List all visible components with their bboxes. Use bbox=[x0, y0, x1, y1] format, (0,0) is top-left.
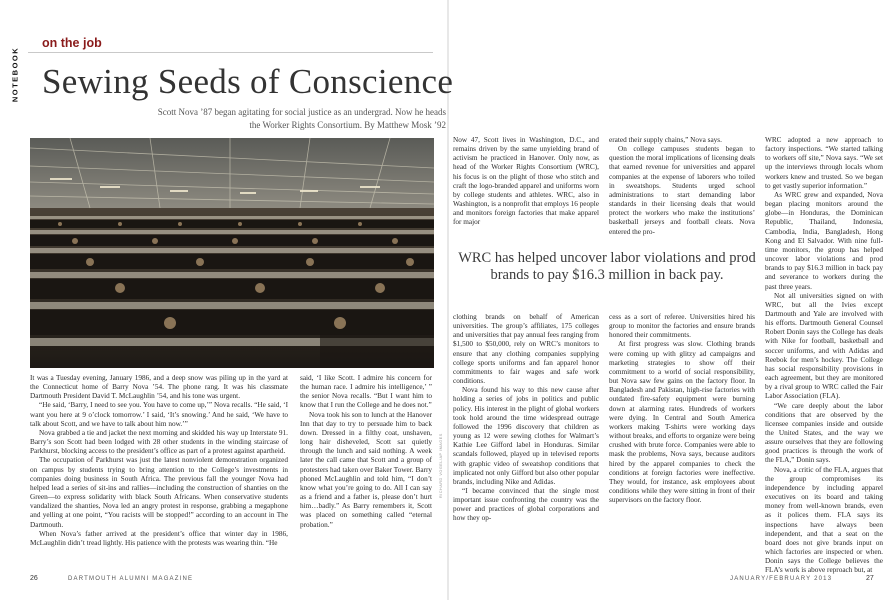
paragraph: cess as a sort of referee. Universities hired his group to monitor the factories and ensure brands honored their commitments. bbox=[609, 313, 755, 340]
column-2 bbox=[300, 374, 432, 530]
paragraph: It was a Tuesday evening, January 1986, and a deep snow was piling up in the yard at the Connecticut home of Barry Nova ’54. The phone rang. It was his classmate Dartmouth President David T. McLaughlin ’54, and his tone was urgent. bbox=[30, 374, 288, 401]
paragraph: clothing brands on behalf of American universities. The group’s affiliates, 175 colleges and universities that pay annual fees ranging from $1,500 to $50,000, rely on WRC’s monitors to ensure that any clothing companies supplying college sports uniforms and fan apparel honor commitments to fair wages and safe work conditions. bbox=[453, 313, 599, 386]
header-rule bbox=[28, 52, 433, 53]
factory-photo bbox=[30, 138, 434, 368]
deck-line-1: Scott Nova ’87 began agitating for social justice as an undergrad. Now he heads bbox=[157, 107, 446, 117]
notebook-vertical-tag: NOTEBOOK bbox=[10, 46, 20, 103]
paragraph: “We care deeply about the labor conditions that are observed by the licensee companies inside and outside the United States, and the way we assure ourselves that they are following good practices is through the work of the FLA,” Donin says. bbox=[765, 401, 883, 465]
paragraph: Now 47, Scott lives in Washington, D.C., and remains driven by the same unyielding brand of activism he practiced in Hanover. Only now, as head of the Worker Rights Consortium (WRC), his focus is on the plight of those who stitch and craft the logo-branded apparel and uniforms worn by college students and athletes. WRC, also in Washington, is a nonprofit that employs 16 people and monitors foreign factories that make apparel for major bbox=[453, 136, 600, 227]
paragraph: Not all universities signed on with WRC, but all the Ivies except Dartmouth and Yale are involved with his efforts. Dartmouth General Counsel Robert Donin says the College has deals with Nike for football, basketball and soccer uniforms, and with Adidas and Reebok for men’s hockey. The College has social responsibility provisions in each agreement, but they are monitored by a rival group to WRC called the Fair Labor Association (FLA). bbox=[765, 291, 883, 401]
paragraph: “He said, ‘Barry, I need to see you. You have to come up,’” Nova recalls. “He said, ‘I want you here at 9 o’clock tomorrow.’ I said, ‘It’s snowing.’ And he said, ‘We have to talk about Scott, and we have to talk about him now.’” bbox=[30, 401, 288, 428]
paragraph: On college campuses students began to question the moral implications of licensing deals that earned revenue for universities and apparel companies at the expense of laborers who toiled in sweatshops. Students urged school administrations to start demanding labor standards in their licensing deals that would protect the workers who make the institutions’ basketball jerseys and football cleats. Nova entered the pro- bbox=[609, 145, 755, 236]
paragraph: As WRC grew and expanded, Nova began placing monitors around the globe—in Honduras, the Dominican Republic, Thailand, Indonesia, Cambodia, India, Bangladesh, Hong Kong and El Salvador. With nine full-time monitors, the group has helped uncover labor violations and prod brands to pay $16.3 million in back pay and severance to workers during the past three years. bbox=[765, 190, 883, 291]
section-label: on the job bbox=[42, 36, 102, 50]
photo-credit: RICHARD VOGEL/AP IMAGES bbox=[439, 433, 443, 498]
paragraph: Nova found his way to this new cause after holding a series of jobs in politics and public policy. His interest in the plight of global workers took hold around the time widespread outrage followed the 1996 discovery that children as young as 12 were sewing clothes for Walmart’s Kathie Lee Gifford label in Honduras. Similar scandals followed, played up in televised reports with graphic video of sweatshop conditions that implicated not only Gifford but also other popular brands, including Nike and Adidas. bbox=[453, 386, 599, 486]
paragraph: The occupation of Parkhurst was just the latest nonviolent demonstration organized on campus by students trying to bring attention to the College’s investments in companies doing business in South Africa. The previous fall the younger Nova had helped lead a series of sit-ins and rallies—including the construction of shanties on the Green—to express solidarity with black South Africans. When conservative students vandalized the shanties, Nova led an angry protest in response, grabbing a megaphone and yelling at one point, “You racists will be stopped!” according to an account in The Dartmouth. bbox=[30, 456, 288, 529]
paragraph: At first progress was slow. Clothing brands were coming up with glitzy ad campaigns and marketing strategies to show off their commitment to a world of social responsibility, but Nova saw few gains on the factory floor. In Bangladesh and Pakistan, high-rise factories with outdated fire-safety equipment were burning down at alarming rates. Hundreds of workers were dying. In Central and South America workers making T-shirts were working days without breaks, and efforts to organize were being crushed with brute force. Companies were able to mask the problems, Nova says, because auditors hired by the apparel companies to check the conditions at foreign factories were ineffective. They would, for instance, ask employees about conditions while they were sitting in front of their supervisors on the factory floor. bbox=[609, 340, 755, 505]
pull-quote: WRC has helped uncover labor violations and prod brands to pay $16.3 million in back pay. bbox=[458, 250, 756, 283]
paragraph: said, ‘I like Scott. I admire his concern for the human race. I admire his intelligence,’ ” the senior Nova recalls. “But I want him to know that I run the College and he does not.” bbox=[300, 374, 432, 410]
right-page-number: 27 bbox=[866, 575, 874, 582]
column-4-top bbox=[609, 136, 755, 237]
column-5 bbox=[765, 136, 883, 576]
column-1 bbox=[30, 374, 288, 548]
paragraph: Nova, a critic of the FLA, argues that the group compromises its independence by including apparel executives on its board and taking money from well-known brands, even as it polices them. FLA says its inspections have always been independent, and that a seat on the board does not give brands input on which factories are inspected or when. Donin says the College believes the FLA’s work is above reproach but, at bbox=[765, 465, 883, 575]
paragraph: Nova took his son to lunch at the Hanover Inn that day to try to persuade him to back down. Dressed in a filthy coat, unshaven, long hair disheveled, Scott sat quietly through the lunch and said nothing. A week later the call came that Scott and a group of protesters had taken over Baker Tower. Barry phoned McLaughlin and told him, “I don’t know what you’re going to do. All I can say as a friend and a father is, please don’t hurt him…badly.” As Barry remembers it, Scott was placed on something called “eternal probation.” bbox=[300, 410, 432, 529]
article-deck bbox=[150, 106, 446, 131]
column-4-bottom bbox=[609, 313, 755, 505]
column-3-top bbox=[453, 136, 599, 228]
column-3-bottom bbox=[453, 313, 599, 524]
paragraph: “I became convinced that the single most important issue confronting the country was the power and practices of global corporations and how they op- bbox=[453, 486, 599, 523]
paragraph: WRC adopted a new approach to factory inspections. “We started talking to workers off site,” Nova says. “We set up the interviews through locals whom workers knew and trusted. So we began to get vastly superior information.” bbox=[765, 136, 883, 190]
paragraph: When Nova’s father arrived at the president’s office that winter day in 1986, McLaughlin didn’t tread lightly. His patience with the protests was wearing thin. “He bbox=[30, 529, 288, 547]
left-page-number: 26 bbox=[30, 575, 38, 582]
right-footer: JANUARY/FEBRUARY 2013 bbox=[730, 576, 833, 582]
left-footer: DARTMOUTH ALUMNI MAGAZINE bbox=[68, 576, 194, 582]
deck-line-2: the Worker Rights Consortium. By Matthew Mosk ’92 bbox=[249, 119, 446, 130]
factory-photo-illustration bbox=[30, 138, 434, 368]
paragraph: Nova grabbed a tie and jacket the next morning and skidded his way up Interstate 91. Barry’s son Scott had been lodged with 28 other students in the winding staircase of Parkhurst, blocking access to the president’s office as part of a protest against apartheid. bbox=[30, 428, 288, 456]
paragraph: erated their supply chains,” Nova says. bbox=[609, 136, 722, 144]
article-headline: Sewing Seeds of Conscience bbox=[42, 62, 454, 101]
